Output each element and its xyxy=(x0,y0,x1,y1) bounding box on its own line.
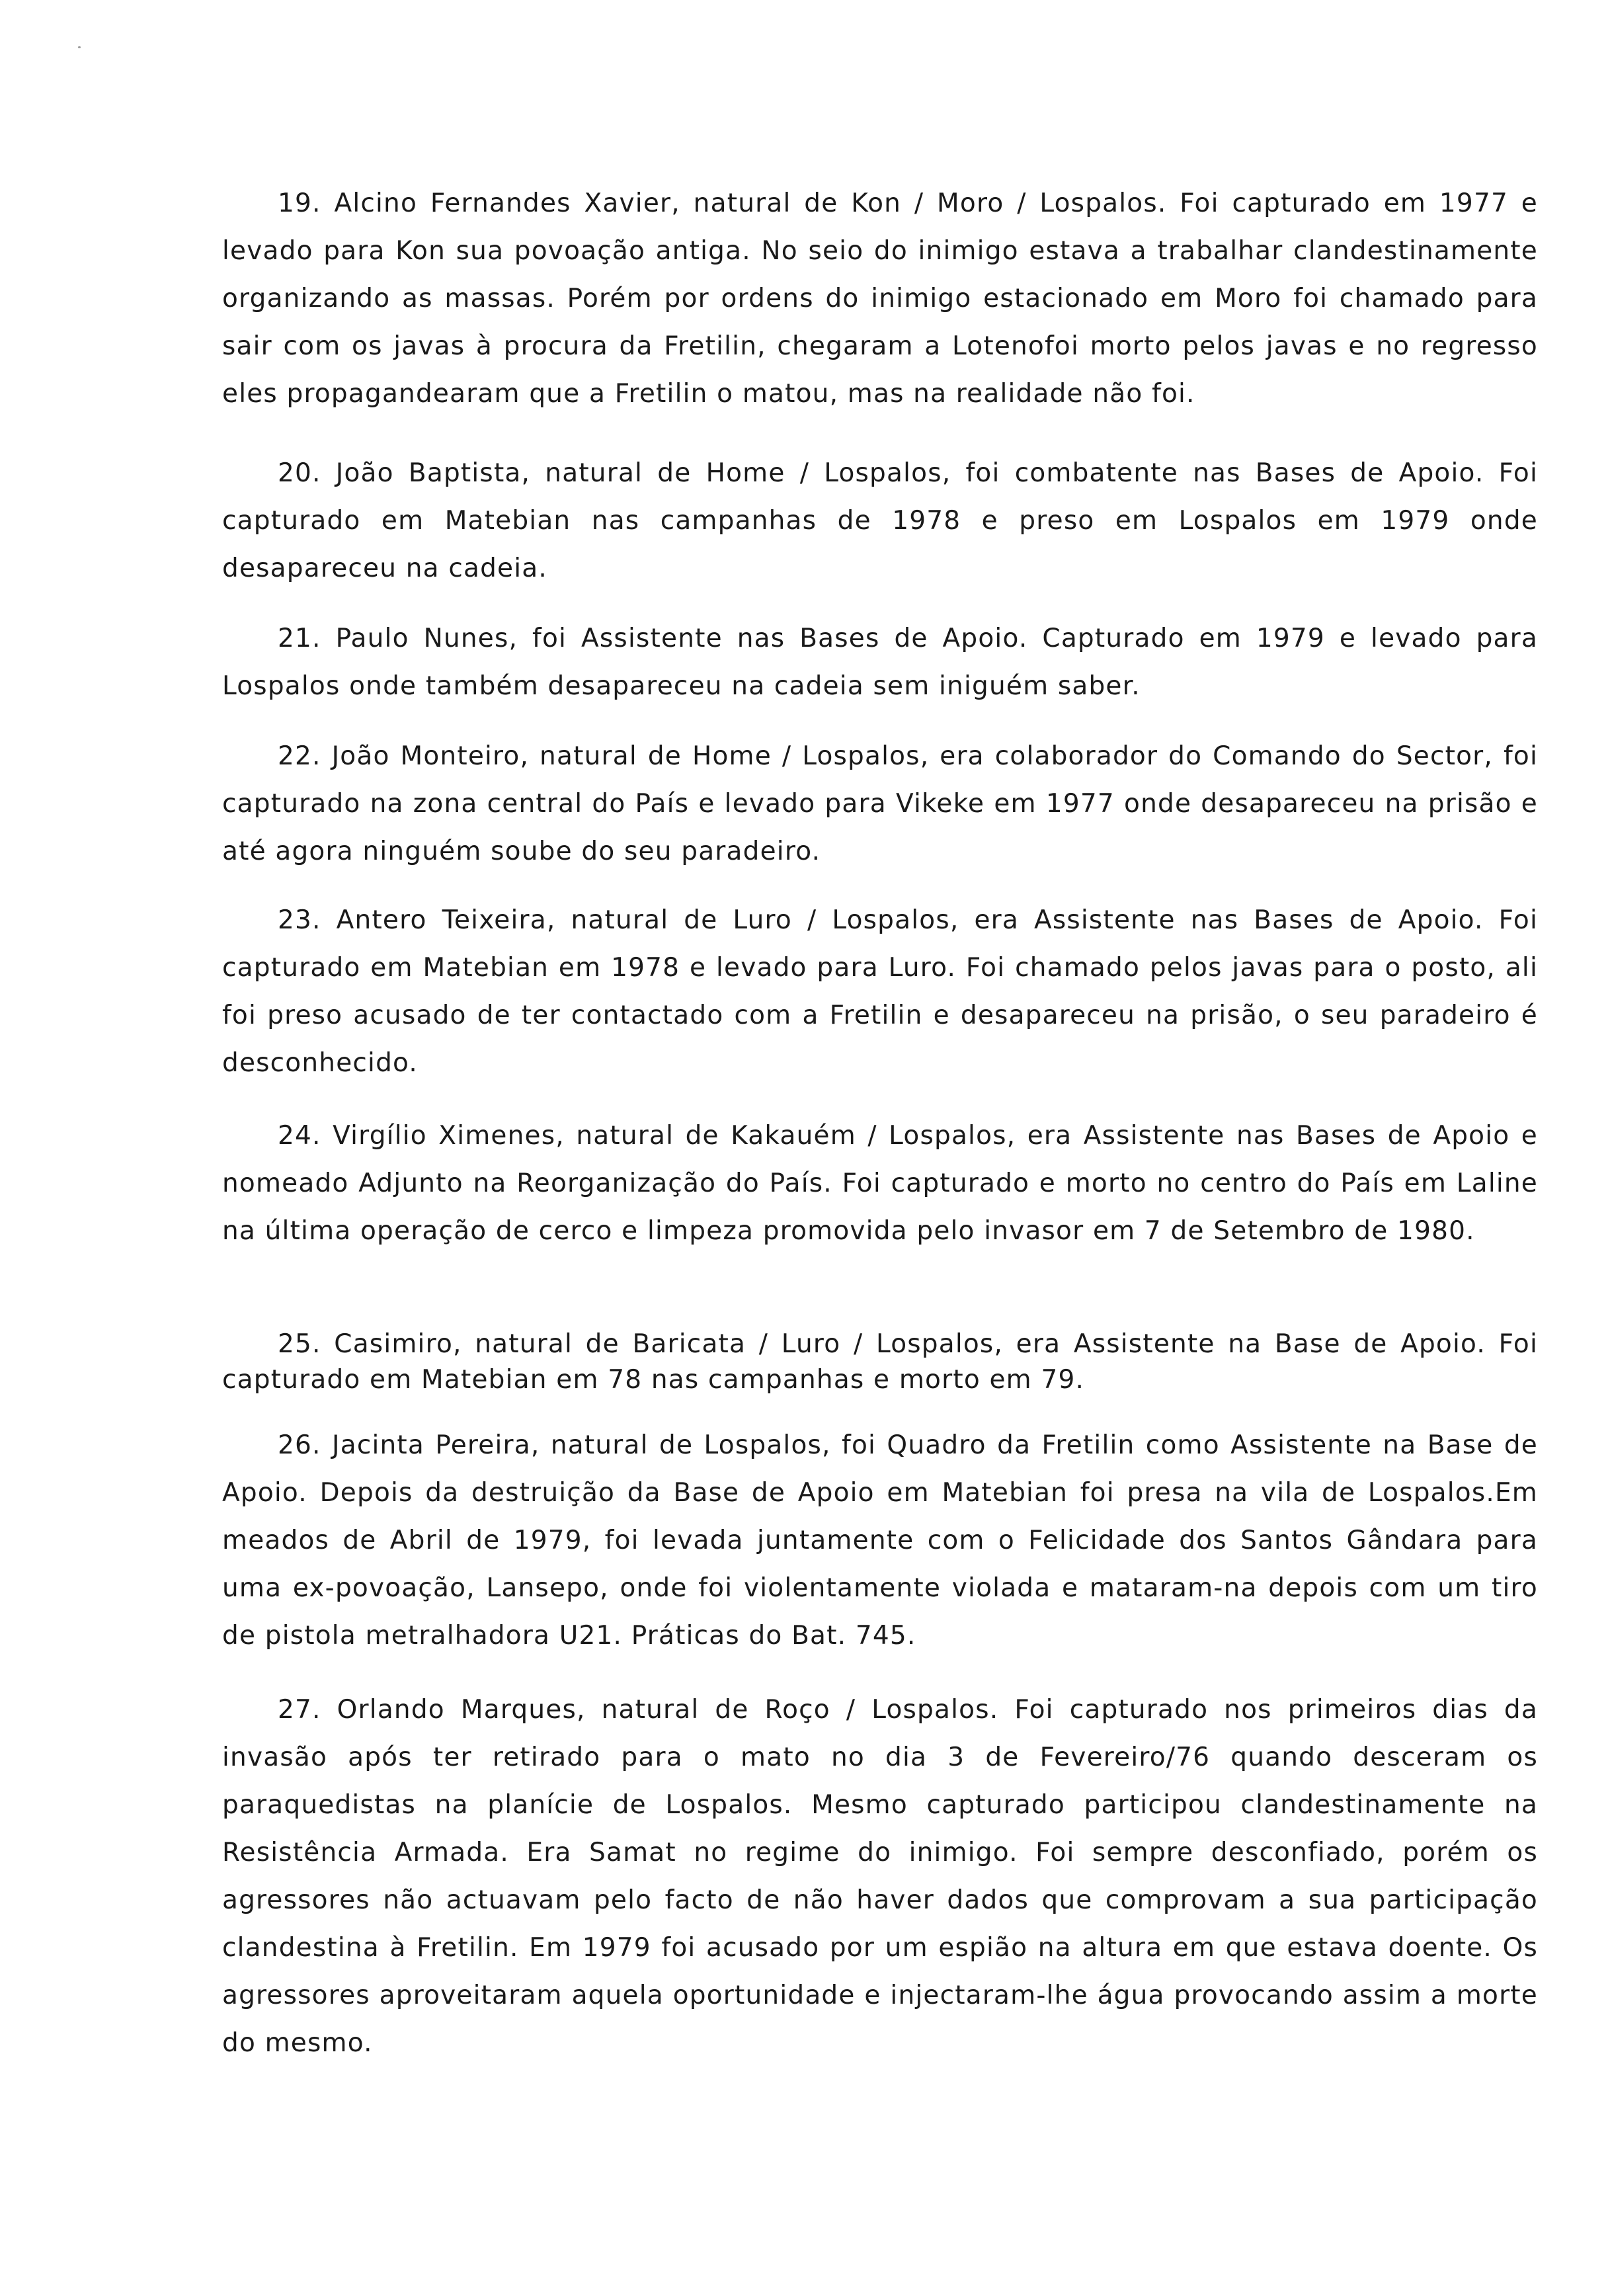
entry-25 xyxy=(222,1327,1538,1398)
entry-number: 25. xyxy=(278,1329,321,1359)
scan-speck xyxy=(78,46,81,48)
entry-27 xyxy=(222,1686,1538,2067)
entry-text: Virgílio Ximenes, natural de Kakauém / Lospalos, era Assistente nas Bases de Apoio e nomeado Adjunto na Reorganização do País. Foi capturado e morto no centro do País em Laline na última operação de cerco e limpeza promovida pelo invasor em 7 de Setembro de 1980. xyxy=(222,1121,1538,1246)
entry-text: Alcino Fernandes Xavier, natural de Kon / Moro / Lospalos. Foi capturado em 1977 e levado para Kon sua povoação antiga. No seio do inimigo estava a trabalhar clandestinamente organizando as massas. Porém por ordens do inimigo estacionado em Moro foi chamado para sair com os javas à procura da Fretilin, chegaram a Lotenofoi morto pelos javas e no regresso eles propagandearam que a Fretilin o matou, mas na realidade não foi. xyxy=(222,188,1538,409)
entry-number: 23. xyxy=(278,905,321,935)
entry-text: Orlando Marques, natural de Roço / Lospalos. Foi capturado nos primeiros dias da invasão após ter retirado para o mato no dia 3 de Fevereiro/76 quando desceram os paraquedistas na planície de Lospalos. Mesmo capturado participou clandestinamente na Resistência Armada. Era Samat no regime do inimigo. Foi sempre desconfiado, porém os agressores não actuavam pelo facto de não haver dados que comprovam a sua participação clandestina à Fretilin. Em 1979 foi acusado por um espião na altura em que estava doente. Os agressores aproveitaram aquela oportunidade e injectaram-lhe água provocando assim a morte do mesmo. xyxy=(222,1695,1538,2058)
entry-21 xyxy=(222,615,1538,710)
entry-26 xyxy=(222,1422,1538,1660)
entry-number: 26. xyxy=(278,1430,321,1460)
entry-20 xyxy=(222,450,1538,593)
entry-22 xyxy=(222,733,1538,876)
entry-19 xyxy=(222,180,1538,418)
entry-number: 24. xyxy=(278,1121,321,1151)
entry-number: 22. xyxy=(278,741,321,771)
entry-text: Antero Teixeira, natural de Luro / Lospalos, era Assistente nas Bases de Apoio. Foi capturado em Matebian em 1978 e levado para Luro. Foi chamado pelos javas para o posto, ali foi preso acusado de ter contactado com a Fretilin e desapareceu na prisão, o seu paradeiro é desconhecido. xyxy=(222,905,1538,1078)
entry-number: 20. xyxy=(278,458,321,488)
entry-text: Paulo Nunes, foi Assistente nas Bases de Apoio. Capturado em 1979 e levado para Lospalos onde também desapareceu na cadeia sem iniguém saber. xyxy=(222,624,1538,701)
entry-number: 27. xyxy=(278,1695,321,1725)
entry-text: João Monteiro, natural de Home / Lospalos, era colaborador do Comando do Sector, foi capturado na zona central do País e levado para Vikeke em 1977 onde desapareceu na prisão e até agora ninguém soube do seu paradeiro. xyxy=(222,741,1538,866)
entry-text: Casimiro, natural de Baricata / Luro / Lospalos, era Assistente na Base de Apoio. Foi capturado em Matebian em 78 nas campanhas e morto em 79. xyxy=(222,1329,1538,1395)
entry-24 xyxy=(222,1112,1538,1255)
entry-number: 21. xyxy=(278,624,321,653)
entry-number: 19. xyxy=(278,188,321,218)
entry-text: João Baptista, natural de Home / Lospalos, foi combatente nas Bases de Apoio. Foi capturado em Matebian nas campanhas de 1978 e preso em Lospalos em 1979 onde desapareceu na cadeia. xyxy=(222,458,1538,583)
entry-23 xyxy=(222,897,1538,1087)
entry-text: Jacinta Pereira, natural de Lospalos, foi Quadro da Fretilin como Assistente na Base de Apoio. Depois da destruição da Base de Apoio em Matebian foi presa na vila de Lospalos.Em meados de Abril de 1979, foi levada juntamente com o Felicidade dos Santos Gândara para uma ex-povoação, Lansepo, onde foi violentamente violada e mataram-na depois com um tiro de pistola metralhadora U21. Práticas do Bat. 745. xyxy=(222,1430,1538,1651)
